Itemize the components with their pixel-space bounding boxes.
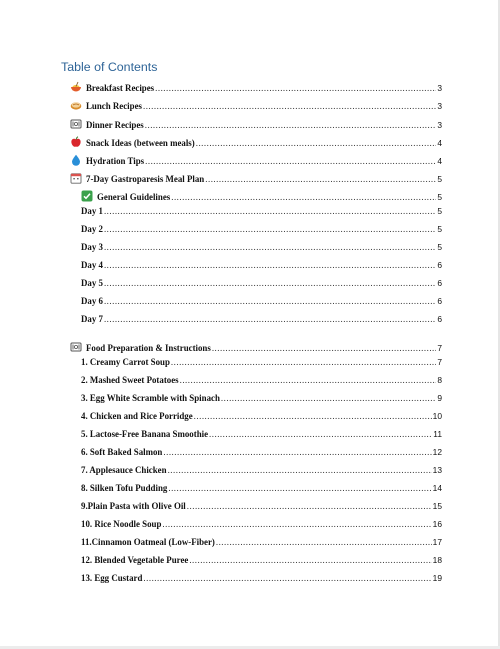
toc-entry-page: 18: [432, 555, 442, 565]
toc-entry-page: 5: [437, 192, 442, 202]
toc-entry-label: Breakfast Recipes: [86, 83, 155, 93]
toc-entry-recipe-6[interactable]: [81, 447, 442, 461]
toc-entry-label: 10. Rice Noodle Soup: [81, 519, 162, 529]
toc-entry-page: 12: [432, 447, 442, 457]
toc-entry-label: Day 1: [81, 206, 103, 216]
toc-entry-recipe-8[interactable]: [81, 483, 442, 497]
toc-entry-label: 3. Egg White Scramble with Spinach: [81, 393, 220, 403]
toc-entry-page: 3: [437, 83, 442, 93]
bowl-icon: [70, 81, 82, 93]
toc-entry-snack-ideas[interactable]: [70, 134, 442, 148]
toc-entry-day-1[interactable]: [81, 206, 442, 220]
toc-entry-lunch-recipes[interactable]: [70, 97, 442, 111]
dot-leader: [104, 242, 436, 252]
water-drop-icon: [70, 154, 82, 166]
dish-icon: [70, 341, 82, 353]
toc-entry-food-preparation[interactable]: [70, 339, 442, 353]
dot-leader: [209, 429, 432, 439]
toc-entry-label: 4. Chicken and Rice Porridge: [81, 411, 193, 421]
toc-entry-label: 6. Soft Baked Salmon: [81, 447, 163, 457]
dot-leader: [145, 120, 437, 130]
toc-entry-page: 16: [432, 519, 442, 529]
dot-leader: [104, 224, 436, 234]
dot-leader: [104, 260, 436, 270]
toc-entry-label: 8. Silken Tofu Pudding: [81, 483, 168, 493]
toc-entry-recipe-3[interactable]: [81, 393, 442, 407]
dot-leader: [104, 314, 436, 324]
toc-entry-label: 1. Creamy Carrot Soup: [81, 357, 170, 367]
dot-leader: [143, 573, 431, 583]
toc-entry-page: 6: [437, 314, 442, 324]
toc-entry-recipe-4[interactable]: [81, 411, 442, 425]
toc-entry-page: 3: [437, 101, 442, 111]
dot-leader: [171, 192, 436, 202]
dot-leader: [212, 343, 437, 353]
toc-entry-recipe-12[interactable]: [81, 555, 442, 569]
dot-leader: [155, 83, 436, 93]
toc-entry-label: 2. Mashed Sweet Potatoes: [81, 375, 179, 385]
toc-entry-label: Day 4: [81, 260, 103, 270]
toc-entry-page: 13: [432, 465, 442, 475]
toc-entry-page: 6: [437, 278, 442, 288]
toc-entry-day-7[interactable]: [81, 314, 442, 328]
dot-leader: [194, 411, 432, 421]
toc-entry-general-guidelines[interactable]: [81, 188, 442, 202]
dot-leader: [168, 483, 431, 493]
toc-entry-page: 6: [437, 260, 442, 270]
toc-entry-page: 4: [437, 156, 442, 166]
toc-entry-page: 5: [437, 242, 442, 252]
toc-entry-page: 11: [433, 429, 442, 439]
dot-leader: [104, 296, 436, 306]
apple-icon: [70, 136, 82, 148]
toc-entry-label: Dinner Recipes: [86, 120, 144, 130]
toc-entry-label: 7-Day Gastroparesis Meal Plan: [86, 174, 205, 184]
toc-entry-7-day-meal-plan[interactable]: [70, 170, 442, 184]
toc-entry-label: General Guidelines: [97, 192, 171, 202]
toc-entry-page: 7: [437, 343, 442, 353]
toc-entry-page: 17: [432, 537, 442, 547]
toc-entry-page: 5: [437, 206, 442, 216]
toc-entry-label: 7. Applesauce Chicken: [81, 465, 167, 475]
pie-icon: [70, 99, 82, 111]
toc-entry-day-5[interactable]: [81, 278, 442, 292]
toc-entry-label: 9.Plain Pasta with Olive Oil: [81, 501, 186, 511]
checkmark-icon: [81, 190, 93, 202]
toc-entry-recipe-11[interactable]: [81, 537, 442, 551]
toc-entry-label: 11.Cinnamon Oatmeal (Low-Fiber): [81, 537, 215, 547]
toc-entry-label: Food Preparation & Instructions: [86, 343, 211, 353]
toc-entry-day-4[interactable]: [81, 260, 442, 274]
toc-entry-label: Day 3: [81, 242, 103, 252]
toc-entry-page: 3: [437, 120, 442, 130]
toc-entry-page: 15: [432, 501, 442, 511]
dot-leader: [104, 206, 436, 216]
toc-entry-page: 5: [437, 224, 442, 234]
dish-icon: [70, 118, 82, 130]
dot-leader: [168, 465, 432, 475]
toc-entry-label: Day 7: [81, 314, 103, 324]
dot-leader: [180, 375, 437, 385]
toc-entry-label: 5. Lactose-Free Banana Smoothie: [81, 429, 209, 439]
toc-entry-page: 8: [437, 375, 442, 385]
toc-entry-recipe-1[interactable]: [81, 357, 442, 371]
dot-leader: [221, 393, 436, 403]
toc-entry-label: Snack Ideas (between meals): [86, 138, 195, 148]
toc-entry-page: 9: [437, 393, 442, 403]
toc-entry-day-2[interactable]: [81, 224, 442, 238]
toc-entry-recipe-5[interactable]: [81, 429, 442, 443]
toc-entry-page: 19: [432, 573, 442, 583]
toc-entry-hydration-tips[interactable]: [70, 152, 442, 166]
toc-entry-breakfast-recipes[interactable]: [70, 79, 442, 93]
toc-entry-dinner-recipes[interactable]: [70, 116, 442, 130]
dot-leader: [171, 357, 436, 367]
toc-entry-recipe-9[interactable]: [81, 501, 442, 515]
toc-entry-day-6[interactable]: [81, 296, 442, 310]
toc-entry-label: Hydration Tips: [86, 156, 145, 166]
toc-entry-page: 6: [437, 296, 442, 306]
toc-entry-label: Lunch Recipes: [86, 101, 142, 111]
dot-leader: [163, 447, 431, 457]
dot-leader: [216, 537, 432, 547]
dot-leader: [145, 156, 436, 166]
toc-entry-page: 4: [437, 138, 442, 148]
dot-leader: [189, 555, 431, 565]
toc-entry-page: 14: [432, 483, 442, 493]
toc-entry-label: Day 5: [81, 278, 103, 288]
dot-leader: [205, 174, 436, 184]
toc-heading: Table of Contents: [61, 60, 158, 74]
dot-leader: [104, 278, 436, 288]
toc-entry-label: Day 6: [81, 296, 103, 306]
toc-entry-recipe-7[interactable]: [81, 465, 442, 479]
toc-entry-recipe-2[interactable]: [81, 375, 442, 389]
toc-entry-label: 13. Egg Custard: [81, 573, 143, 583]
toc-entry-page: 5: [437, 174, 442, 184]
toc-entry-page: 10: [432, 411, 442, 421]
dot-leader: [187, 501, 432, 511]
toc-entry-page: 7: [437, 357, 442, 367]
toc-entry-label: 12. Blended Vegetable Puree: [81, 555, 189, 565]
dot-leader: [162, 519, 431, 529]
toc-entry-label: Day 2: [81, 224, 103, 234]
dot-leader: [196, 138, 437, 148]
toc-entry-day-3[interactable]: [81, 242, 442, 256]
toc-entry-recipe-13[interactable]: [81, 573, 442, 587]
calendar-icon: [70, 172, 82, 184]
dot-leader: [143, 101, 436, 111]
toc-entry-recipe-10[interactable]: [81, 519, 442, 533]
